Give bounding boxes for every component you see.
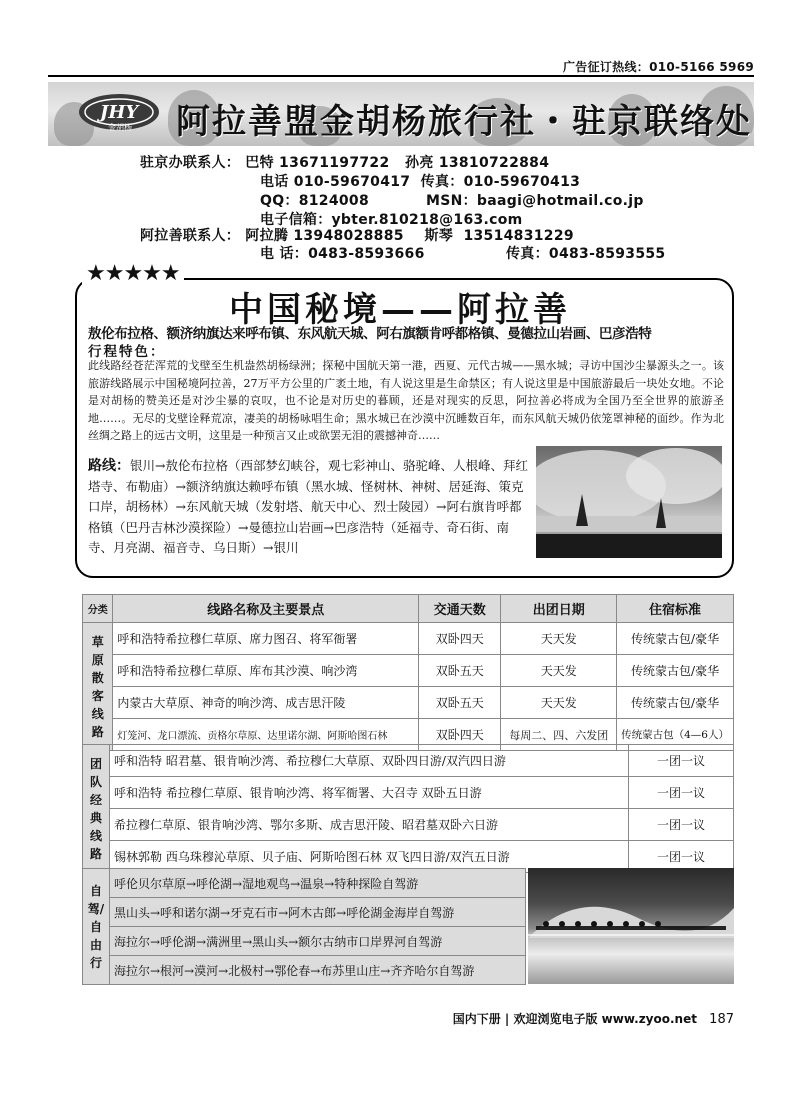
- agency-banner: [48, 82, 754, 146]
- route-name: 希拉穆仁草原、银肯响沙湾、鄂尔多斯、成吉思汗陵、昭君墓双卧六日游: [110, 809, 629, 841]
- msn-address: MSN：baagi@hotmail.co.jp: [426, 193, 644, 209]
- beijing-contacts: 驻京办联系人： 巴特 13671197722 孙亮 13810722884: [140, 155, 550, 171]
- header-date: 出团日期: [501, 595, 617, 623]
- table-row: [83, 927, 526, 956]
- route-name: 呼伦贝尔草原→呼伦湖→湿地观鸟→温泉→特种探险自驾游: [110, 869, 526, 898]
- route-name: 海拉尔→根河→漠河→北极村→鄂伦春→布苏里山庄→齐齐哈尔自驾游: [110, 956, 526, 985]
- table-header-row: [83, 595, 734, 623]
- route-lodging: 传统蒙古包/豪华: [617, 687, 734, 719]
- footer-text: 国内下册 | 欢迎浏览电子版 www.zyoo.net: [452, 1012, 697, 1026]
- route-date: 每周二、四、六发团: [501, 719, 617, 751]
- route-name: 黑山头→呼和诺尔湖→牙克石市→阿木古郎→呼伦湖金海岸自驾游: [110, 898, 526, 927]
- tour-description: 此线路经苍茫浑荒的戈壁至生机盎然胡杨绿洲；探秘中国航天第一港，西夏、元代古城——黑水城；寻访中国沙尘暴源头之一。该旅游线路展示中国秘境阿拉善，27万平方公里的广袤土地，有人说这里是生命禁区；有人说这里是中国旅游最后一块处女地。不论是对胡杨的赞美还是对沙尘暴的哀叹，也不论是对历史的暮顾，还是对现实的反思，阿拉善必将成为全国乃至全世界的旅游圣地……。无尽的戈壁诠释荒凉，凄美的胡杨咏唱生命；黑水城已在沙漠中沉睡数百年，而东风航天城仍依笼罩神秘的面纱。作为北丝绸之路上的远古文明，这里是一种预言又止或欲罢无泪的震撼神奇……: [88, 359, 724, 443]
- route-days: 双卧四天: [419, 623, 501, 655]
- route-label: 路线：: [88, 458, 130, 474]
- header-days: 交通天数: [419, 595, 501, 623]
- header-category: 分类: [83, 595, 113, 623]
- route-days: 双卧五天: [419, 687, 501, 719]
- table-row: [83, 898, 526, 927]
- route-lodging: 传统蒙古包/豪华: [617, 623, 734, 655]
- grassland-tours-table: [82, 594, 734, 751]
- route-days: 双卧五天: [419, 655, 501, 687]
- svg-text:JHY: JHY: [99, 102, 139, 123]
- page-number: 187: [709, 1012, 734, 1027]
- category-cell: 自驾/自由行: [83, 869, 110, 985]
- group-tours-table: [82, 744, 734, 873]
- route-date: 天天发: [501, 687, 617, 719]
- desert-camel-photo: [528, 868, 734, 984]
- table-row: [83, 623, 734, 655]
- route-name: 呼和浩特 希拉穆仁草原、银肯响沙湾、将军衙署、大召寺 双卧五日游: [110, 777, 629, 809]
- route-date: 天天发: [501, 623, 617, 655]
- table-row: [83, 745, 734, 777]
- route-price: 一团一议: [629, 745, 734, 777]
- route-days: 双卧四天: [419, 719, 501, 751]
- route-text: 银川→敖伦布拉格（西部梦幻峡谷，观七彩神山、骆驼峰、人根峰、拜红塔寺、布勒庙）→额济纳旗达赖呼布镇（黑水城、怪树林、神树、居延海、策克口岸，胡杨林）→东风航天城（发射塔、航天中心、烈士陵园）→阿右旗肯呼都格镇（巴丹吉林沙漠探险）→曼德拉山岩画→巴彦浩特（延福寺、奇石街、南寺、月亮湖、福音寺、乌日斯）→银川: [88, 458, 528, 556]
- header-lodging: 住宿标准: [617, 595, 734, 623]
- table-row: [83, 809, 734, 841]
- tour-subtitle: 敖伦布拉格、额济纳旗达来呼布镇、东风航天城、阿右旗额肯呼都格镇、曼德拉山岩画、巴彦浩特: [88, 326, 652, 342]
- table-row: [83, 956, 526, 985]
- route-price: 一团一议: [629, 777, 734, 809]
- table-row: [83, 655, 734, 687]
- route-lodging: 传统蒙古包/豪华: [617, 655, 734, 687]
- rating-stars: ★★★★★: [82, 262, 184, 286]
- logo-subtext: 金胡杨: [108, 123, 132, 132]
- table-row: [83, 687, 734, 719]
- tour-main-title: 中国秘境——阿拉善: [229, 290, 571, 330]
- route-name: 内蒙古大草原、神奇的响沙湾、成吉思汗陵: [113, 687, 419, 719]
- features-label: 行程特色：: [88, 344, 166, 360]
- route-date: 天天发: [501, 655, 617, 687]
- agency-title: 阿拉善盟金胡杨旅行社・驻京联络处: [176, 102, 752, 142]
- email-address: 电子信箱：ybter.810218@163.com: [260, 212, 523, 228]
- route-name: 呼和浩特 昭君墓、银肯响沙湾、希拉穆仁大草原、双卧四日游/双汽四日游: [110, 745, 629, 777]
- route-name: 锡林郭勒 西乌珠穆沁草原、贝子庙、阿斯哈图石林 双飞四日游/双汽五日游: [110, 841, 629, 873]
- table-row: [83, 777, 734, 809]
- alxa-fax: 传真：0483-8593555: [506, 246, 666, 262]
- top-rule: [48, 75, 754, 77]
- table-row: [83, 869, 526, 898]
- route-name: 呼和浩特希拉穆仁草原、席力图召、将军衙署: [113, 623, 419, 655]
- route-name: 呼和浩特希拉穆仁草原、库布其沙漠、响沙湾: [113, 655, 419, 687]
- route-lodging: 传统蒙古包（4—6人）: [617, 719, 734, 751]
- route-name: 海拉尔→呼伦湖→满洲里→黑山头→额尔古纳市口岸界河自驾游: [110, 927, 526, 956]
- alxa-contacts: 阿拉善联系人： 阿拉腾 13948028885 斯琴 13514831229: [140, 228, 574, 244]
- beijing-phone-fax: 电话 010-59670417 传真：010-59670413: [260, 174, 581, 190]
- alxa-phone: 电 话：0483-8593666: [260, 246, 425, 262]
- page-footer: [453, 1010, 734, 1027]
- category-cell: 团队经典线路: [83, 745, 110, 873]
- route-price: 一团一议: [629, 841, 734, 873]
- qq-number: QQ：8124008: [260, 193, 369, 209]
- ad-hotline: 广告征订热线：010-5166 5969: [562, 60, 754, 74]
- desert-poplar-photo: [536, 446, 722, 558]
- category-cell: 草原散客线路: [83, 623, 113, 751]
- header-route: 线路名称及主要景点: [113, 595, 419, 623]
- route-price: 一团一议: [629, 809, 734, 841]
- route-paragraph: [88, 456, 528, 559]
- route-name: 灯笼河、龙口漂流、贡格尔草原、达里诺尔湖、阿斯哈图石林: [113, 719, 419, 751]
- self-drive-table: [82, 868, 526, 985]
